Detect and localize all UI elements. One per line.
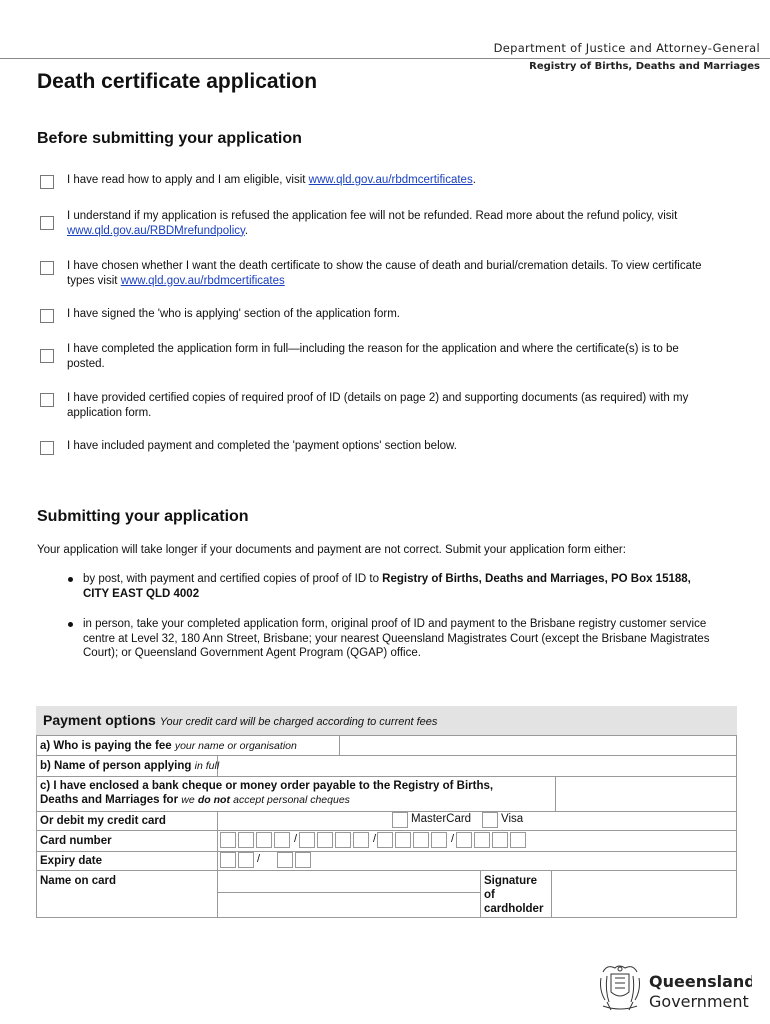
card-number-digit-box[interactable] xyxy=(510,832,526,848)
submitting-intro: Your application will take longer if your documents and payment are not correct. Submit your application form either: xyxy=(37,544,626,556)
checklist-link[interactable]: www.qld.gov.au/rbdmcertificates xyxy=(120,274,285,287)
bullet-dot xyxy=(68,577,73,582)
payment-table xyxy=(36,735,737,918)
department-name: Department of Justice and Attorney-General xyxy=(493,41,760,55)
applicant-label: b) Name of person applying in full xyxy=(40,760,220,772)
bullet-post-lead: by post, with payment and certified copies of proof of ID to xyxy=(83,573,383,585)
expiry-year-box[interactable] xyxy=(277,852,293,868)
checklist-text: I have read how to apply and I am eligible, visit www.qld.gov.au/rbdmcertificates. xyxy=(67,174,476,186)
applicant-input[interactable] xyxy=(218,756,736,776)
checklist-checkbox[interactable] xyxy=(40,261,54,275)
expiry-month-box[interactable] xyxy=(238,852,254,868)
signature-input[interactable] xyxy=(552,871,736,917)
signature-label: Signature of cardholder xyxy=(484,875,544,915)
coat-of-arms-icon xyxy=(597,962,752,1014)
card-number-digit-box[interactable] xyxy=(456,832,472,848)
page-title: Death certificate application xyxy=(37,70,318,93)
header-divider xyxy=(0,58,770,59)
checklist-text: I have completed the application form in full—including the reason for the application and where the certificate(s) is to be posted. xyxy=(67,343,679,370)
card-number-digit-box[interactable] xyxy=(395,832,411,848)
separator-slash: / xyxy=(451,833,455,845)
checklist-checkbox[interactable] xyxy=(40,349,54,363)
separator-slash: / xyxy=(294,833,298,845)
cheque-label: c) I have enclosed a bank cheque or money order payable to the Registry of Births, Deaths and Marriages for we do not accept personal cheques xyxy=(40,780,494,806)
card-number-digit-box[interactable] xyxy=(335,832,351,848)
queensland-government-logo xyxy=(597,962,752,1014)
card-number-digit-box[interactable] xyxy=(413,832,429,848)
payer-input[interactable] xyxy=(340,736,736,755)
separator-slash: / xyxy=(373,833,377,845)
card-number-digit-box[interactable] xyxy=(431,832,447,848)
card-number-label: Card number xyxy=(40,835,112,847)
payment-title: Payment options xyxy=(43,712,156,728)
debit-card-label: Or debit my credit card xyxy=(40,815,166,827)
card-number-digit-box[interactable] xyxy=(317,832,333,848)
bullet-dot xyxy=(68,622,73,627)
payment-header xyxy=(36,706,737,735)
visa-checkbox[interactable] xyxy=(482,812,498,828)
expiry-month-box[interactable] xyxy=(220,852,236,868)
visa-label: Visa xyxy=(501,813,524,825)
cheque-amount-input[interactable] xyxy=(556,777,736,811)
bullet-post-address: Registry of Births, Deaths and Marriages, PO Box 15188, CITY EAST QLD 4002 xyxy=(83,573,691,600)
checklist-checkbox[interactable] xyxy=(40,216,54,230)
before-heading: Before submitting your application xyxy=(37,130,302,147)
card-number-digit-box[interactable] xyxy=(256,832,272,848)
checklist-text: I understand if my application is refused the application fee will not be refunded. Read more about the refund policy, visit www.qld.gov.au/RBDMrefundpolicy. xyxy=(67,210,678,237)
logo-line1: Queensland xyxy=(649,972,752,991)
registry-name: Registry of Births, Deaths and Marriages xyxy=(529,61,760,72)
expiry-year-box[interactable] xyxy=(295,852,311,868)
card-number-digit-box[interactable] xyxy=(377,832,393,848)
mastercard-label: MasterCard xyxy=(411,813,472,825)
card-number-digit-box[interactable] xyxy=(220,832,236,848)
card-number-digit-box[interactable] xyxy=(274,832,290,848)
payment-subtitle: Your credit card will be charged according to current fees xyxy=(159,716,438,728)
card-number-digit-box[interactable] xyxy=(474,832,490,848)
checklist-text: I have provided certified copies of required proof of ID (details on page 2) and supporting documents (as required) with my application form. xyxy=(67,392,689,419)
card-number-digit-box[interactable] xyxy=(353,832,369,848)
payer-label: a) Who is paying the fee your name or organisation xyxy=(40,740,297,752)
separator-slash: / xyxy=(257,853,261,865)
checklist-checkbox[interactable] xyxy=(40,309,54,323)
checklist-link[interactable]: www.qld.gov.au/rbdmcertificates xyxy=(308,174,473,186)
name-on-card-input[interactable] xyxy=(218,871,480,892)
submitting-heading: Submitting your application xyxy=(37,508,249,525)
card-number-digit-box[interactable] xyxy=(299,832,315,848)
bullet-in-person-text: in person, take your completed application form, original proof of ID and payment to the Brisbane registry customer service centre at Level 32, 180 Ann Street, Brisbane; your nearest Queensland Magistrates Court (except the Brisbane Magistrates Court); or Queensland Government Agent Program (QGAP) office. xyxy=(83,618,710,659)
card-number-digit-box[interactable] xyxy=(238,832,254,848)
mastercard-checkbox[interactable] xyxy=(392,812,408,828)
checklist-checkbox[interactable] xyxy=(40,441,54,455)
name-on-card-label: Name on card xyxy=(40,875,117,887)
checklist-text: I have signed the 'who is applying' section of the application form. xyxy=(67,308,400,320)
checklist-text: I have chosen whether I want the death certificate to show the cause of death and burial/cremation details. To view certificate types visit www.qld.gov.au/rbdmcertificates xyxy=(67,260,702,287)
checklist-text: I have included payment and completed the 'payment options' section below. xyxy=(67,440,457,452)
expiry-date-label: Expiry date xyxy=(40,855,102,867)
logo-line2: Government xyxy=(649,992,749,1011)
checklist-checkbox[interactable] xyxy=(40,175,54,189)
card-number-digit-box[interactable] xyxy=(492,832,508,848)
checklist-checkbox[interactable] xyxy=(40,393,54,407)
checklist-link[interactable]: www.qld.gov.au/RBDMrefundpolicy xyxy=(67,224,245,237)
